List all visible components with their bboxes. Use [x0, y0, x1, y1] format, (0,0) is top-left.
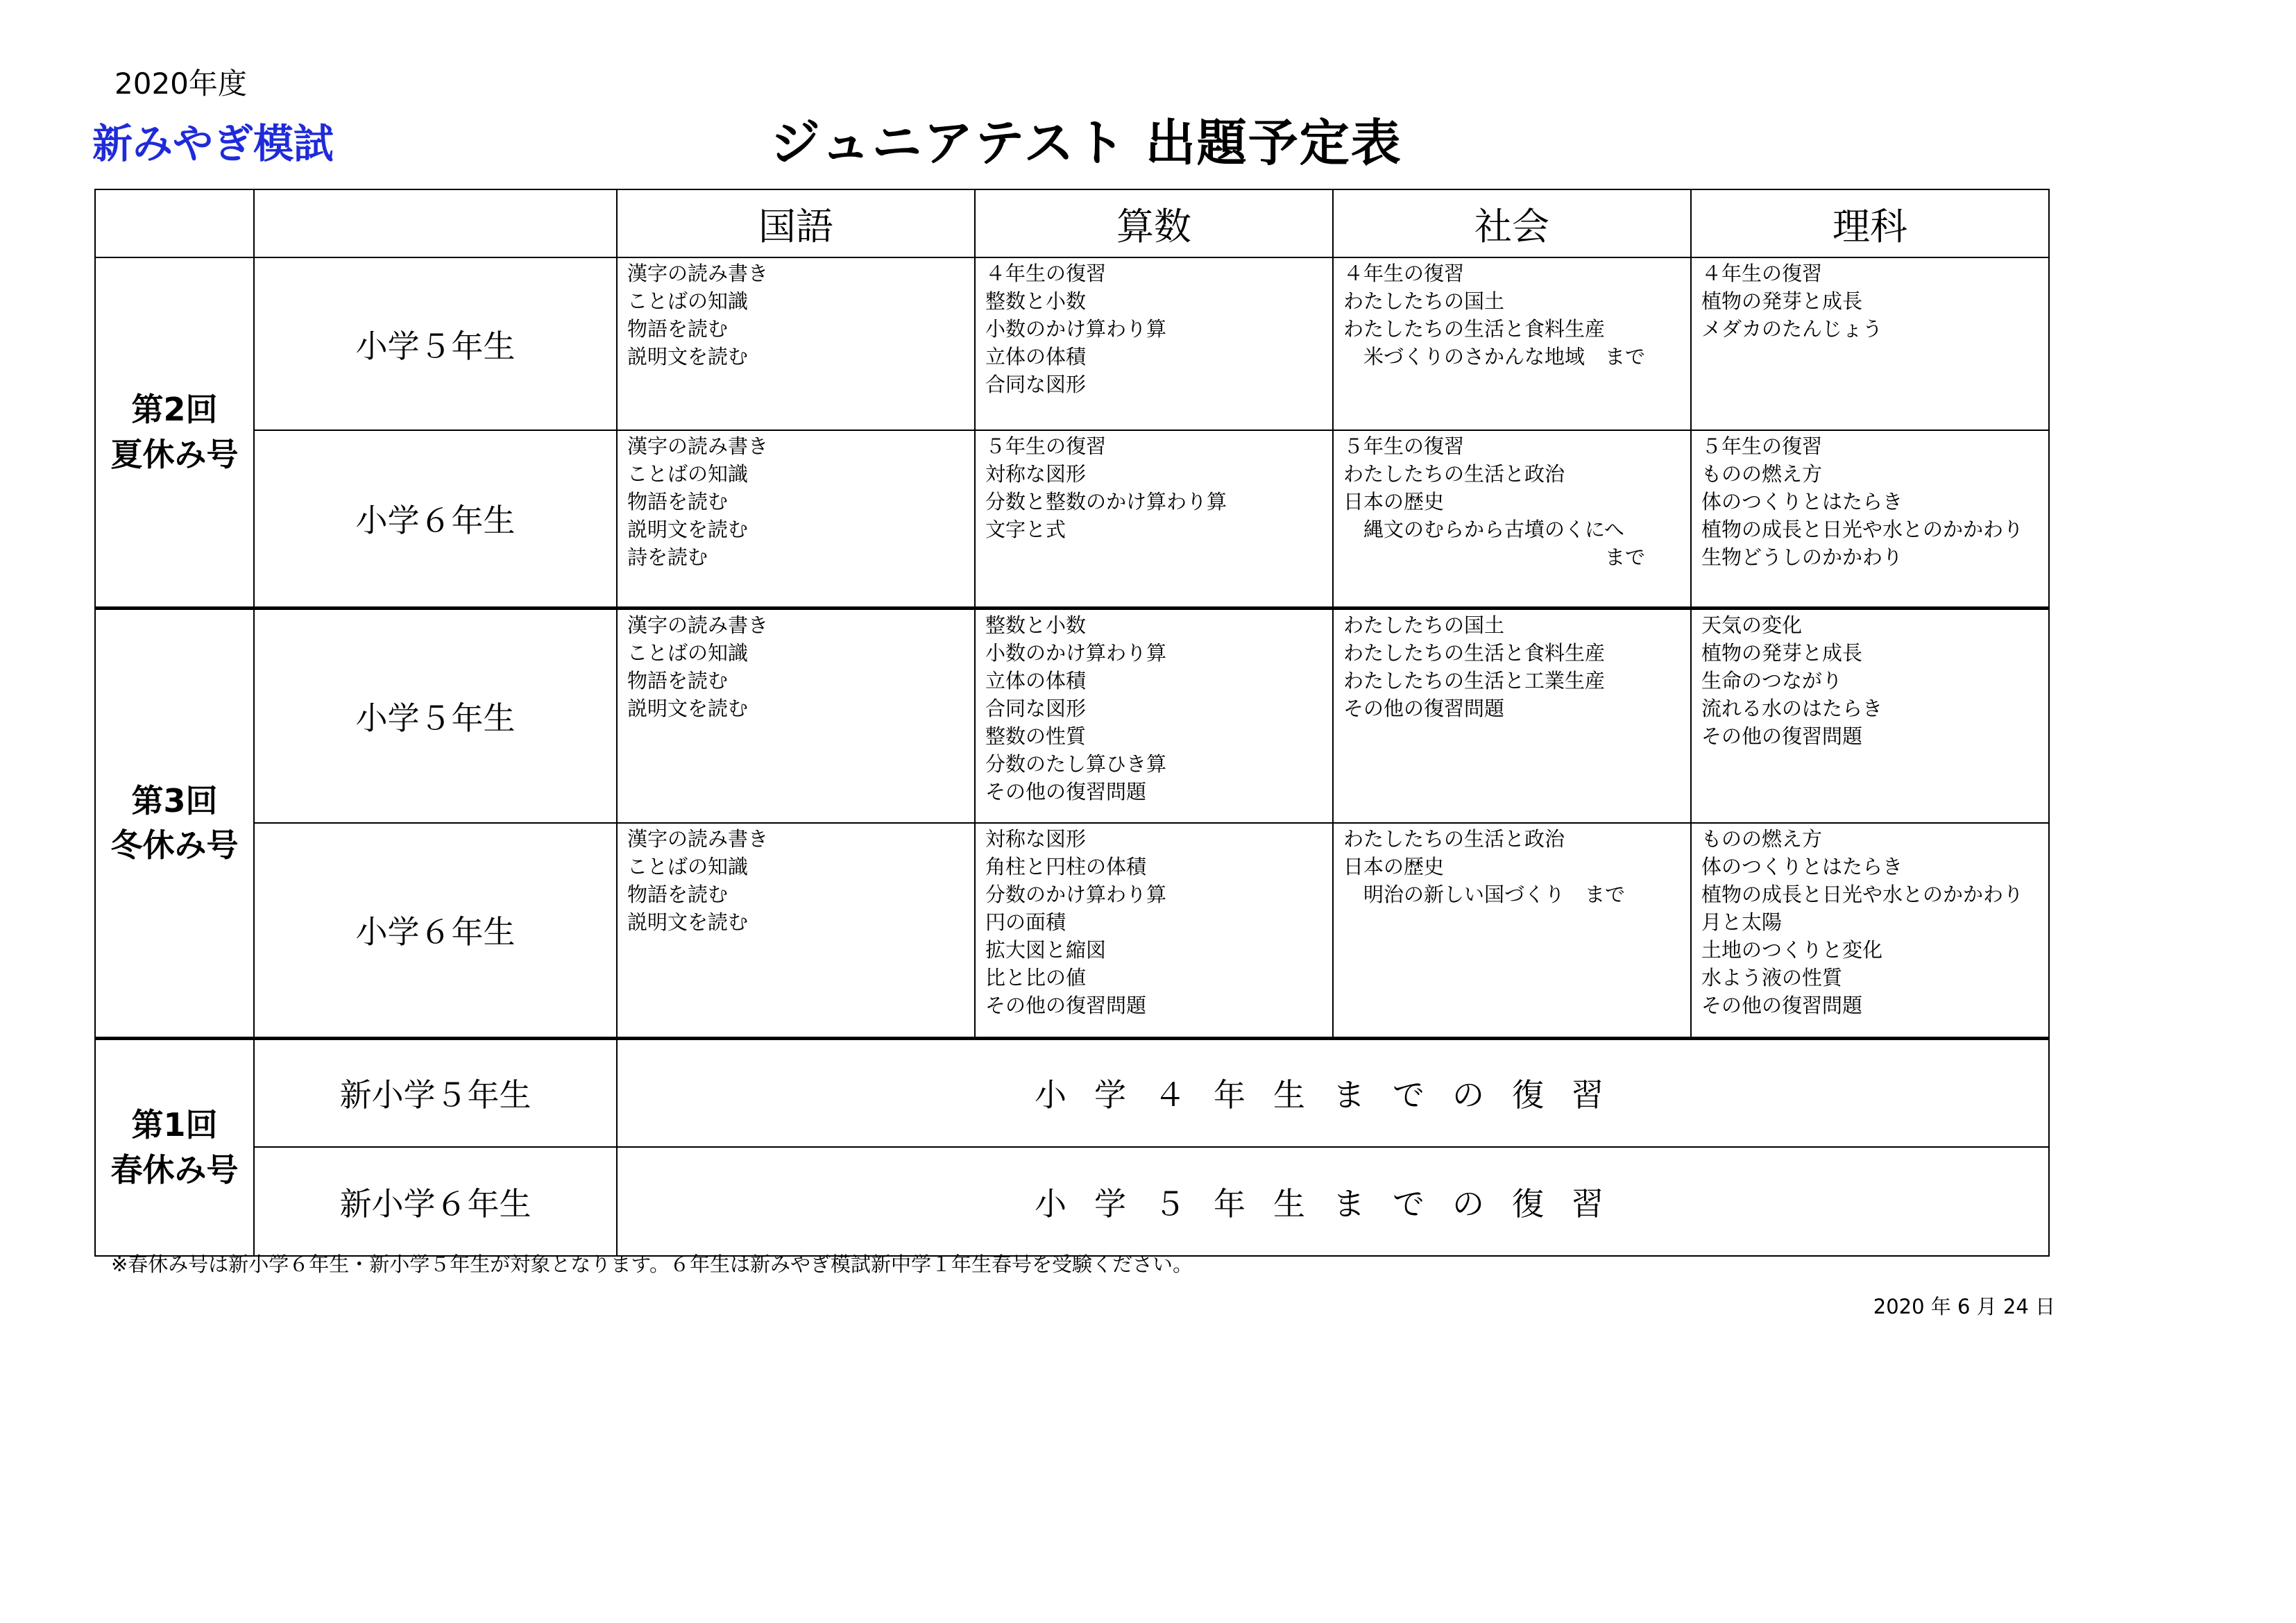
topic-item: 流れる水のはたらき [1701, 696, 1883, 720]
topic-item: わたしたちの生活と政治 [1343, 462, 1565, 486]
topic-item: 文字と式 [985, 518, 1066, 541]
grade-label: 小学５年生 [254, 608, 617, 823]
session-label-summer: 第2回 夏休み号 [95, 257, 254, 608]
topics-cell [975, 823, 1333, 1038]
topic-item: 日本の歴史 [1343, 855, 1445, 878]
topic-item: ことばの知識 [627, 462, 749, 486]
topic-item: わたしたちの国土 [1343, 289, 1505, 313]
topic-item: 合同な図形 [985, 373, 1087, 396]
table-row [95, 430, 2049, 608]
topic-item: 物語を読む [627, 883, 729, 906]
topic-item: 体のつくりとはたらき [1701, 490, 1903, 513]
topic-item: まで [1343, 545, 1646, 569]
topic-item: 説明文を読む [627, 910, 749, 934]
header-subject-shakai: 社会 [1333, 189, 1691, 257]
topic-item: 漢字の読み書き [627, 827, 769, 851]
topic-item: 分数のたし算ひき算 [985, 751, 1167, 776]
topic-item: 物語を読む [627, 490, 729, 513]
topic-item: 分数と整数のかけ算わり算 [985, 490, 1227, 513]
topics-cell [617, 257, 975, 430]
topic-item: わたしたちの生活と政治 [1343, 827, 1565, 851]
topic-item: 小数のかけ算わり算 [985, 317, 1167, 341]
topic-item: 物語を読む [627, 317, 729, 341]
table-header-row [95, 189, 2049, 257]
topic-item: その他の復習問題 [1343, 696, 1505, 720]
footnote: ※春休み号は新小学６年生・新小学５年生が対象となります。６年生は新みやぎ模試新中学１年生春号を受験ください。 [111, 1252, 1193, 1276]
topics-cell [1333, 430, 1691, 608]
table-row [95, 823, 2049, 1038]
topic-item: ５年生の復習 [1343, 434, 1465, 458]
topics-cell [975, 257, 1333, 430]
topics-cell [617, 823, 975, 1038]
session-label-spring: 第1回 春休み号 [95, 1038, 254, 1256]
schedule-table [94, 189, 2050, 1257]
topic-item: ４年生の復習 [985, 262, 1107, 285]
topics-cell [617, 608, 975, 823]
topic-item: 詩を読む [627, 545, 708, 569]
topic-item: 土地のつくりと変化 [1701, 938, 1883, 962]
grade-label: 新小学５年生 [254, 1038, 617, 1147]
topic-item: 物語を読む [627, 668, 729, 692]
fiscal-year-label: 2020年度 [114, 67, 247, 101]
review-summary: 小学５年生までの復習 [617, 1147, 2049, 1256]
topic-item: メダカのたんじょう [1701, 317, 1883, 341]
topic-item: ５年生の復習 [985, 434, 1107, 458]
topic-item: ５年生の復習 [1701, 434, 1823, 458]
topic-item: 水よう液の性質 [1701, 966, 1843, 989]
header-subject-sansu: 算数 [975, 189, 1333, 257]
topics-cell [975, 430, 1333, 608]
topic-item: ことばの知識 [627, 855, 749, 878]
topic-item: 対称な図形 [985, 462, 1087, 486]
topic-item: 米づくりのさかんな地域 まで [1343, 345, 1646, 368]
topic-item: わたしたちの生活と食料生産 [1343, 317, 1606, 341]
issue-date: 2020 年 6 月 24 日 [1873, 1295, 2055, 1318]
topic-item: 月と太陽 [1701, 910, 1783, 934]
topic-item: その他の復習問題 [985, 779, 1147, 804]
topic-item: 合同な図形 [985, 696, 1087, 720]
table-row [95, 1147, 2049, 1256]
topic-item: わたしたちの国土 [1343, 613, 1505, 637]
topics-cell [975, 608, 1333, 823]
session-label-winter: 第3回 冬休み号 [95, 608, 254, 1038]
header-blank-grade [254, 189, 617, 257]
topic-item: その他の復習問題 [1701, 724, 1863, 748]
topic-item: 立体の体積 [985, 668, 1087, 692]
topics-cell [1691, 608, 2049, 823]
header-subject-kokugo: 国語 [617, 189, 975, 257]
review-summary: 小学４年生までの復習 [617, 1038, 2049, 1147]
topics-cell [1691, 823, 2049, 1038]
topic-item: 植物の発芽と成長 [1701, 289, 1863, 313]
topic-item: 整数と小数 [985, 289, 1087, 313]
topic-item: ことばの知識 [627, 640, 749, 665]
table-row [95, 1038, 2049, 1147]
table-row [95, 257, 2049, 430]
grade-label: 小学５年生 [254, 257, 617, 430]
topic-item: 漢字の読み書き [627, 613, 769, 637]
topic-item: 体のつくりとはたらき [1701, 855, 1903, 878]
topic-item: 整数の性質 [985, 724, 1087, 748]
topic-item: わたしたちの生活と工業生産 [1343, 668, 1606, 692]
topic-item: 説明文を読む [627, 345, 749, 368]
topic-item: 日本の歴史 [1343, 490, 1445, 513]
topic-item: 分数のかけ算わり算 [985, 883, 1167, 906]
topic-item: 立体の体積 [985, 345, 1087, 368]
topic-item: 対称な図形 [985, 827, 1087, 851]
topic-item: 円の面積 [985, 910, 1066, 934]
topic-item: 漢字の読み書き [627, 434, 769, 458]
topic-item: 説明文を読む [627, 696, 749, 720]
topic-item: その他の復習問題 [1701, 994, 1863, 1017]
topic-item: 小数のかけ算わり算 [985, 640, 1167, 665]
topic-item: その他の復習問題 [985, 994, 1147, 1017]
topic-item: 比と比の値 [985, 966, 1087, 989]
grade-label: 小学６年生 [254, 823, 617, 1038]
topic-item: 植物の発芽と成長 [1701, 640, 1863, 665]
header-subject-rika: 理科 [1691, 189, 2049, 257]
topic-item: ことばの知識 [627, 289, 749, 313]
topics-cell [1333, 608, 1691, 823]
table-row [95, 608, 2049, 823]
topic-item: 拡大図と縮図 [985, 938, 1107, 962]
topic-item: ものの燃え方 [1701, 827, 1823, 851]
topic-item: 整数と小数 [985, 613, 1087, 637]
topic-item: 角柱と円柱の体積 [985, 855, 1147, 878]
topic-item: わたしたちの生活と食料生産 [1343, 640, 1606, 665]
grade-label: 小学６年生 [254, 430, 617, 608]
topic-item: ものの燃え方 [1701, 462, 1823, 486]
topic-item: 明治の新しい国づくり まで [1343, 883, 1626, 906]
topics-cell [1691, 430, 2049, 608]
topics-cell [1333, 257, 1691, 430]
topics-cell [1333, 823, 1691, 1038]
topic-item: ４年生の復習 [1343, 262, 1465, 285]
topic-item: ４年生の復習 [1701, 262, 1823, 285]
topic-item: 漢字の読み書き [627, 262, 769, 285]
brand-logo-text: 新みやぎ模試 [92, 120, 334, 167]
topic-item: 植物の成長と日光や水とのかかわり [1701, 518, 2024, 541]
topic-item: 生命のつながり [1701, 668, 1843, 692]
grade-label: 新小学６年生 [254, 1147, 617, 1256]
topic-item: 縄文のむらから古墳のくにへ [1343, 518, 1624, 541]
topics-cell [1691, 257, 2049, 430]
topic-item: 植物の成長と日光や水とのかかわり [1701, 883, 2024, 906]
topic-item: 天気の変化 [1701, 613, 1803, 637]
page-title: ジュニアテスト 出題予定表 [770, 114, 1402, 172]
header-blank-session [95, 189, 254, 257]
topics-cell [617, 430, 975, 608]
topic-item: 説明文を読む [627, 518, 749, 541]
topic-item: 生物どうしのかかわり [1701, 545, 1903, 569]
